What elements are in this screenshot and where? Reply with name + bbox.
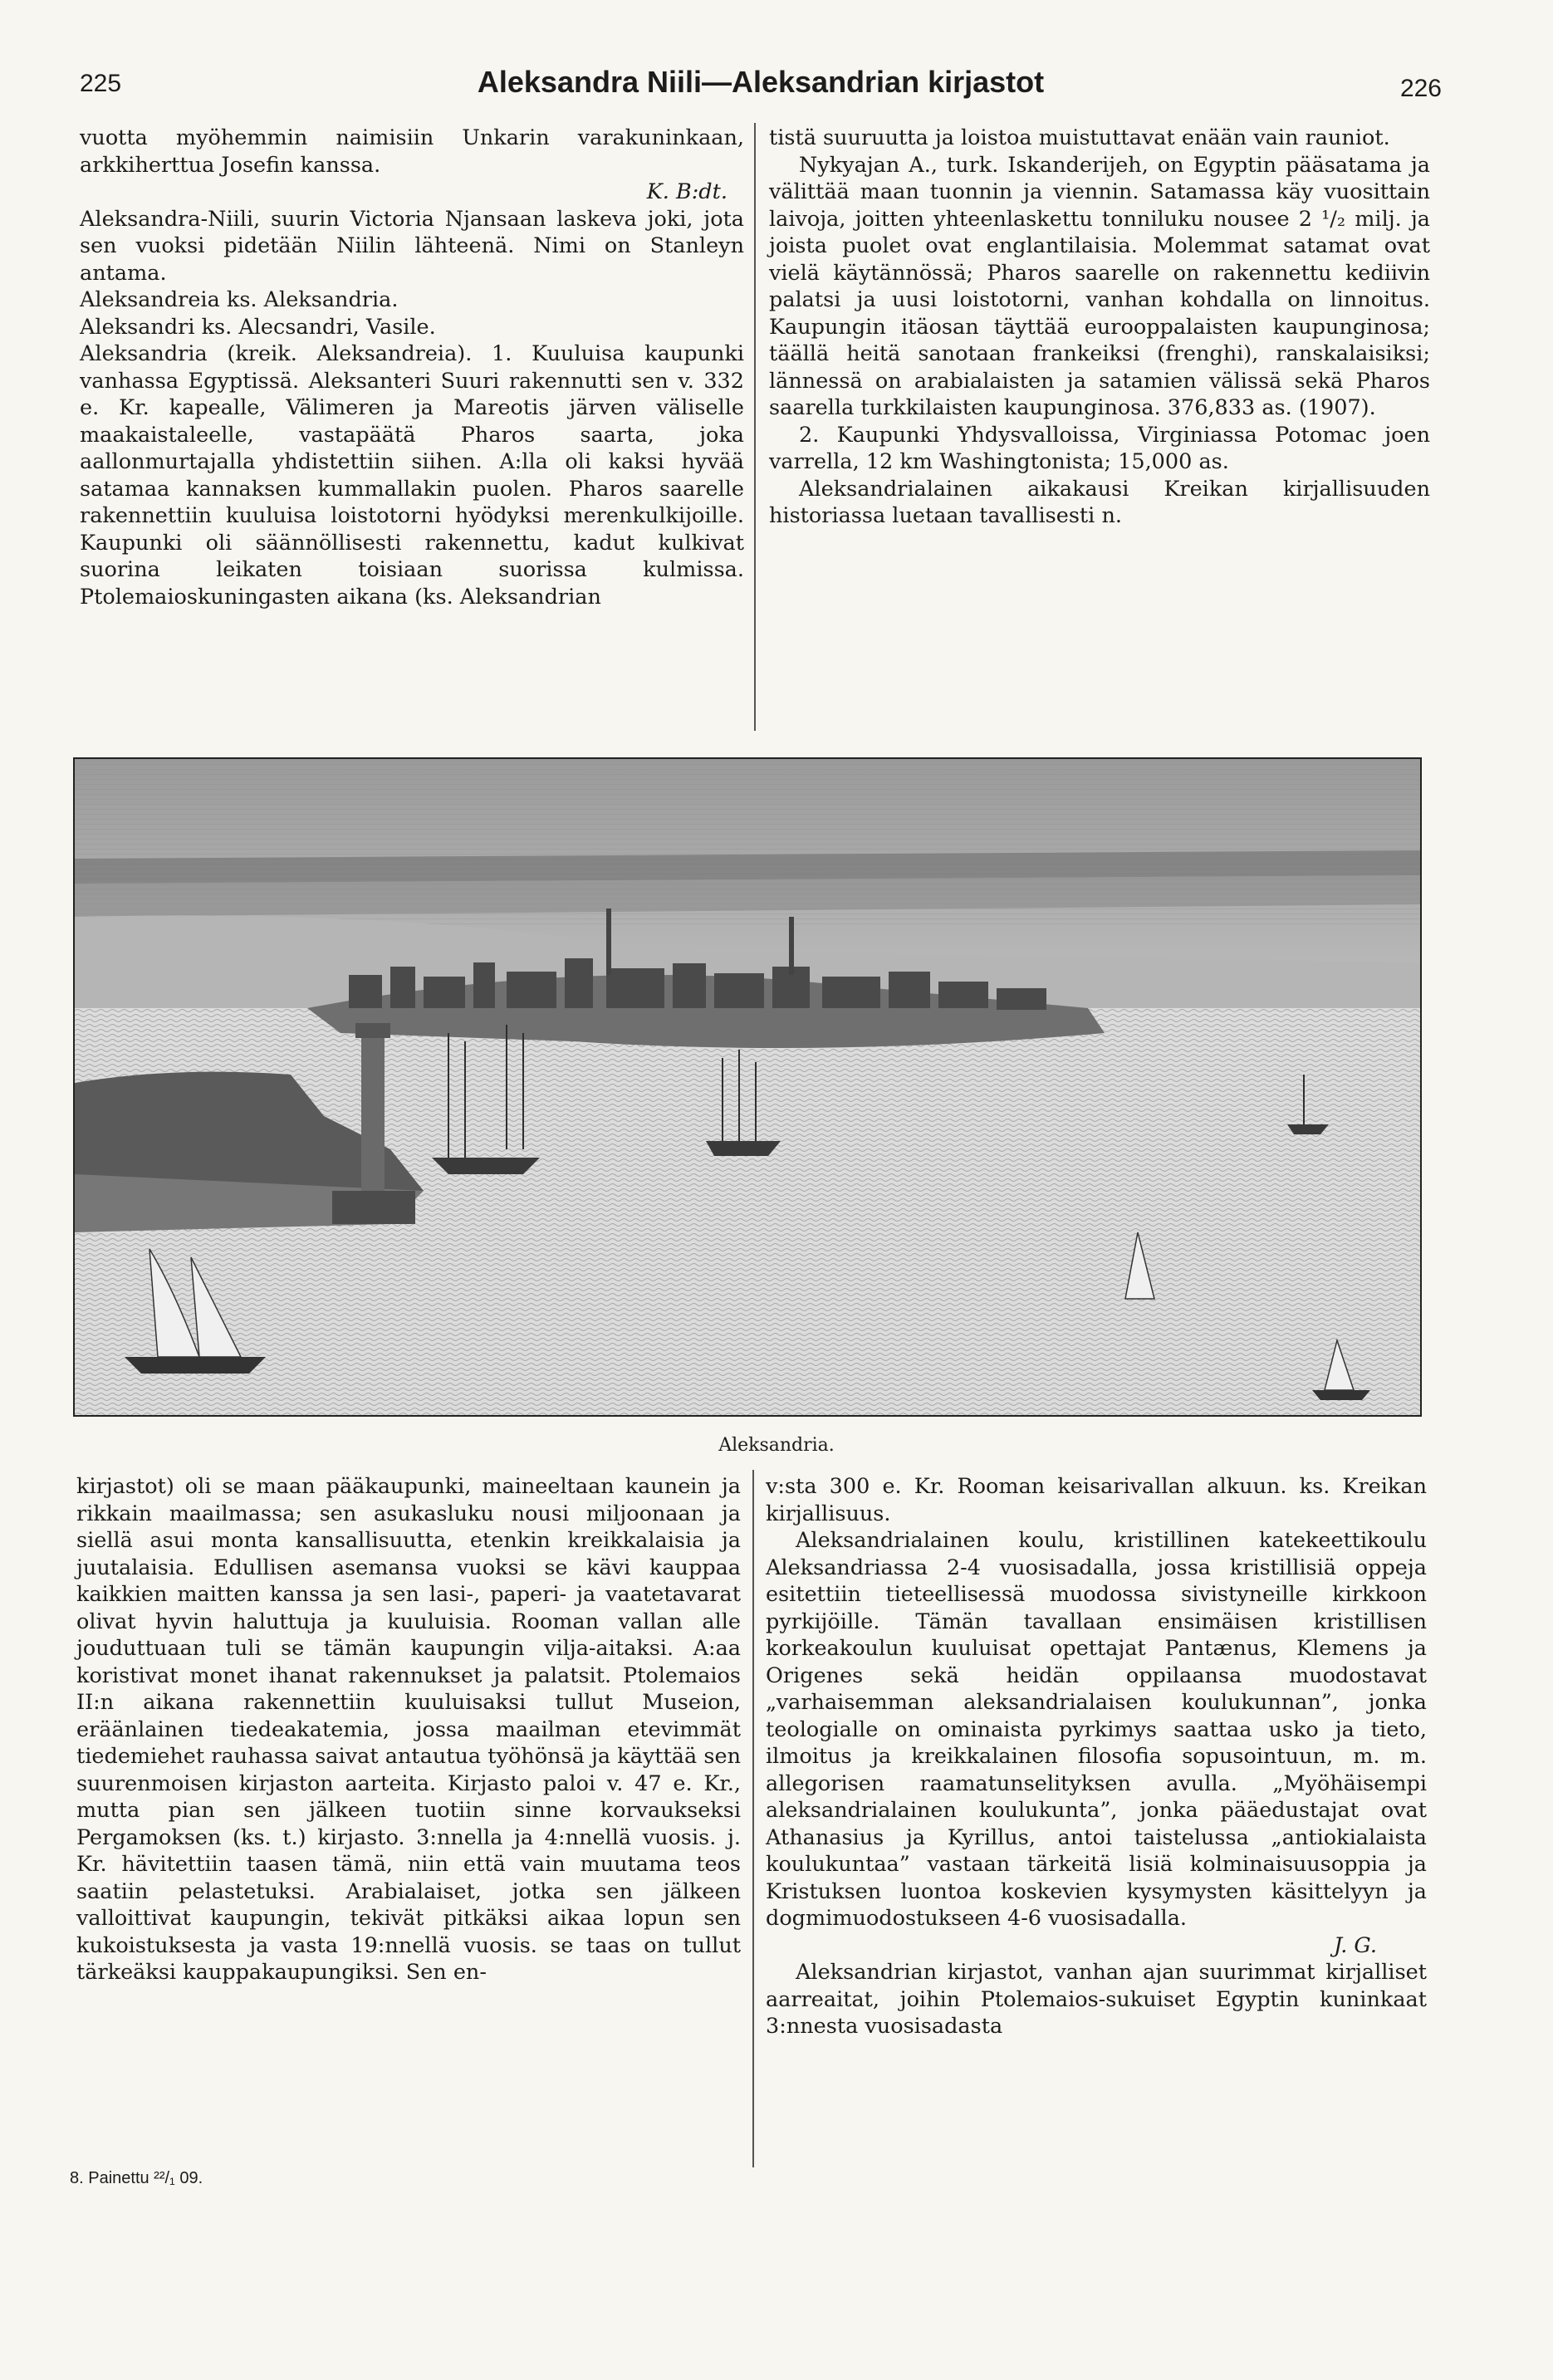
page-header	[80, 65, 1442, 106]
column-top-left	[80, 125, 744, 610]
column-top-right	[769, 125, 1430, 530]
figure-caption: Aleksandria.	[718, 1435, 835, 1456]
running-head: Aleksandra Niili—Aleksandrian kirjastot	[477, 65, 1045, 99]
entry-aleksandrian-kirjastot: Aleksandrian kirjastot, vanhan ajan suurimmat kirjalliset aarreaitat, joihin Ptolemaios-sukuiset Egyptin kuninkaat 3:nnesta vuosisadasta	[766, 1960, 1427, 2039]
author-signature: J. G.	[1333, 1932, 1377, 1958]
column-rule-bottom	[752, 1470, 754, 2167]
paragraph: Nykyajan A., turk. Iskanderijeh, on Egyptin pääsatama ja välittää maan tuonnin ja viennin. Satamassa käy vuosittain laivoja, joitten yhteenlaskettu tonniluku nousee 2 ¹/₂ milj. ja joista puolet ovat englantilaisia. Molemmat satamat ovat vielä käytännössä; Pharos saarelle on rakennettu kediivin palatsi ja uusi loistotorni, vanhan kohdalla on linnoitus. Kaupungin itäosan täyttää eurooppalaisten kaupunginosa; täällä heitä sanotaan frankeiksi (frenghi), ranskalaisiksi; lännessä on arabialaisten ja satamien välissä sekä Pharos saarella turkkilaisten kaupunginosa. 376,833 as. (1907).	[769, 152, 1430, 420]
paragraph: kirjastot) oli se maan pääkaupunki, maineeltaan kaunein ja rikkain maailmassa; sen asukasluku nousi miljoonaan ja siellä asui monta kansallisuutta, etenkin kreikkalaisia ja juutalaisia. Edullisen asemansa vuoksi se kävi kauppaa kaikkien maitten kanssa ja sen lasi-, paperi- ja vaatetavarat olivat hyvin haluttuja ja kuuluisia. Rooman vallan alle jouduttuaan tuli se tämän kaupungin vilja-aitaksi. A:aa koristivat monet ihanat rakennukset ja palatsit. Ptolemaios II:n aikana rakennettiin kuuluisaksi tullut Museion, eräänlainen tiedeakatemia, jossa maailman etevimmät tiedemiehet rauhassa saivat antautua työhönsä ja käyttää sen suurenmoisen kirjaston aarteita. Kirjasto paloi v. 47 e. Kr., mutta pian sen jälkeen tuotiin sinne korvaukseksi Pergamoksen (ks. t.) kirjasto. 3:nnella ja 4:nnellä vuosis. j. Kr. hävitettiin taasen tämä, niin että vain muutama teos saatiin pelastetuksi. Arabialaiset, jotka sen jälkeen valloittivat kaupungin, tekivät pitkäksi aikaa lopun sen kukoistuksesta ja vasta 19:nnellä vuosis. se taas on tullut tärkeäksi kauppakaupungiksi. Sen en-	[76, 1474, 741, 1985]
print-note: 8. Painettu ²²/₁ 09.	[70, 2169, 203, 2187]
author-signature: K. B:dt.	[646, 179, 728, 204]
entry-aleksandri: Aleksandri ks. Alecsandri, Vasile.	[80, 314, 436, 340]
column-rule-top	[754, 123, 756, 731]
harbor-illustration	[73, 757, 1422, 1417]
paragraph: tistä suuruutta ja loistoa muistuttavat enään vain rauniot.	[769, 125, 1390, 150]
entry-aleksandria: Aleksandria (kreik. Aleksandreia). 1. Kuuluisa kaupunki vanhassa Egyptissä. Aleksanteri Suuri rakennutti sen v. 332 e. Kr. kapealle, Välimeren ja Mareotis järven väliselle maakaistaleelle, vastapäätä Pharos saarta, joka aallonmurtajalla yhdistettiin siihen. A:lla oli kaksi hyvää satamaa kannaksen kummallakin puolen. Pharos saarelle rakennettiin kuuluisa loistotorni hyödyksi merenkulkijoille. Kaupunki oli säännöllisesti rakennettu, kadut kulkivat suorina leikaten toisiaan suorissa kulmissa. Ptolemaioskuningasten aikana (ks. Aleksandrian	[80, 341, 744, 610]
column-bottom-left	[76, 1473, 741, 1986]
column-bottom-right	[766, 1473, 1427, 2040]
entry-aleksandrialainen-koulu: Aleksandrialainen koulu, kristillinen katekeettikoulu Aleksandriassa 2-4 vuosisadalla, jossa kristillisiä oppeja esitettiin tieteellisessä muodossa sivistyneille kirkkoon pyrkijöille. Tämän tavallaan ensimäisen kristillisen korkeakoulun kuuluisat opettajat Pantænus, Klemens ja Origenes sekä heidän oppilaansa muodostavat „varhaisemman aleksandrialaisen koulukunnan”, jonka teologialle on ominaista pyrkimys saattaa usko ja tieto, ilmoitus ja kreikkalainen filosofia sopusointuun, m. m. allegorisen raamatunselityksen avulla. „Myöhäisempi aleksandrialainen koulukunta”, jonka pääedustajat ovat Athanasius ja Kyrillus, antoi taistelussa „antiokialaista koulukuntaa” vastaan tärkeitä lisiä kolminaisuusoppia ja Kristuksen luontoa koskevien kysymysten käsittelyyn ja dogmimuodostukseen 4-6 vuosisadalla.	[766, 1528, 1427, 1931]
engraving-image	[75, 759, 1420, 1415]
paragraph: v:sta 300 e. Kr. Rooman keisarivallan alkuun. ks. Kreikan kirjallisuus.	[766, 1474, 1427, 1526]
entry-aleksandreia: Aleksandreia ks. Aleksandria.	[80, 287, 399, 312]
entry-aleksandrialainen-aikakausi: Aleksandrialainen aikakausi Kreikan kirjallisuuden historiassa luetaan tavallisesti n.	[769, 476, 1430, 528]
entry-aleksandra-niili: Aleksandra-Niili, suurin Victoria Njansaan laskeva joki, jota sen vuoksi pidetään Niilin lähteenä. Nimi on Stanleyn antama.	[80, 206, 744, 286]
page-number-left: 225	[80, 70, 122, 97]
paragraph: 2. Kaupunki Yhdysvalloissa, Virginiassa Potomac joen varrella, 12 km Washingtonista; 15,000 as.	[769, 422, 1430, 474]
paragraph: vuotta myöhemmin naimisiin Unkarin varakuninkaan, arkkiherttua Josefin kanssa.	[80, 125, 744, 178]
page-number-right: 226	[1399, 75, 1442, 102]
